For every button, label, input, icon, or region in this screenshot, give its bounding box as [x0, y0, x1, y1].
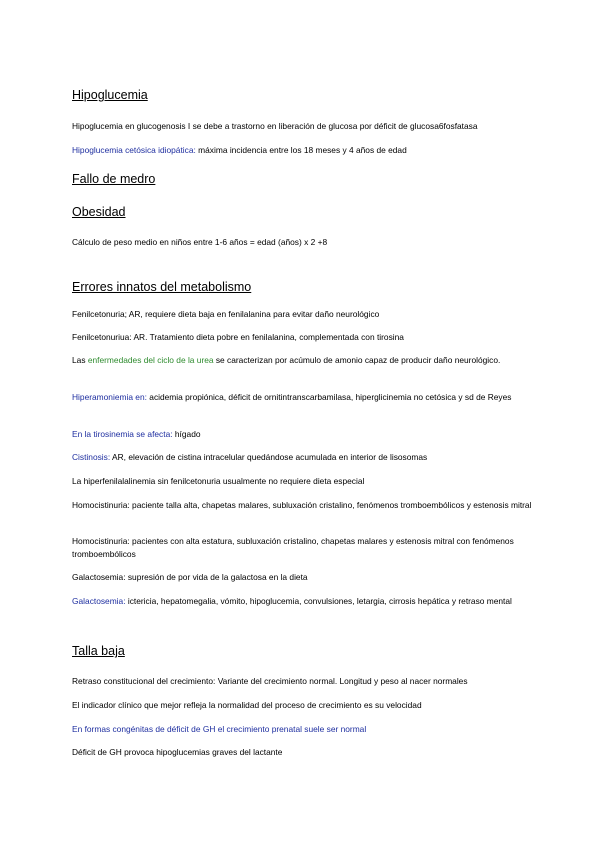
paragraph: Hipoglucemia en glucogenosis I se debe a trastorno en liberación de glucosa por déficit de glucosa6fosfatasa	[72, 121, 478, 131]
heading-hipoglucemia: Hipoglucemia	[72, 88, 148, 102]
paragraph	[72, 354, 532, 367]
paragraph: La hiperfenilalalinemia sin fenilcetonuria usualmente no requiere dieta especial	[72, 476, 365, 486]
highlight-label: enfermedades del ciclo de la urea	[87, 355, 214, 365]
paragraph-text: se caracterizan por acúmulo de amonio capaz de producir daño neurológico.	[213, 355, 501, 365]
paragraph	[72, 428, 532, 441]
highlight-label: Hipoglucemia cetósica idiopática:	[72, 145, 196, 155]
highlight-label: Galactosemia:	[72, 596, 126, 606]
paragraph: En formas congénitas de déficit de GH el crecimiento prenatal suele ser normal	[72, 724, 367, 734]
heading-obesidad: Obesidad	[72, 205, 126, 219]
heading-errores-innatos: Errores innatos del metabolismo	[72, 280, 252, 294]
paragraph: Homocistinuria: paciente talla alta, chapetas malares, subluxación cristalino, fenómenos tromboembólicos y estenosis mitral	[72, 500, 532, 510]
highlight-label: Hiperamoniemia en:	[72, 392, 147, 402]
paragraph-text: acidemia propiónica, déficit de ornitintranscarbamilasa, hiperglicinemia no cetósica y sd de Reyes	[146, 392, 512, 402]
paragraph: Homocistinuria: pacientes con alta estatura, subluxación cristalino, chapetas malares y estenosis mitral con fenómenos tromboembólicos	[72, 536, 514, 559]
highlight-label: Cistinosis:	[72, 452, 111, 462]
paragraph-text: Las	[72, 355, 88, 365]
paragraph	[72, 595, 532, 608]
paragraph-text: hígado	[172, 429, 201, 439]
paragraph	[72, 451, 532, 464]
paragraph-text: ictericia, hepatomegalia, vómito, hipoglucemia, convulsiones, letargia, cirrosis hepática y retraso mental	[125, 596, 512, 606]
paragraph: Fenilcetonuria; AR, requiere dieta baja en fenilalanina para evitar daño neurológico	[72, 309, 380, 319]
paragraph: Fenilcetonuriua: AR. Tratamiento dieta pobre en fenilalanina, complementada con tirosina	[72, 332, 404, 342]
paragraph: Cálculo de peso medio en niños entre 1-6 años = edad (años) x 2 +8	[72, 237, 328, 247]
paragraph-text: máxima incidencia entre los 18 meses y 4 años de edad	[195, 145, 407, 155]
paragraph: Retraso constitucional del crecimiento: Variante del crecimiento normal. Longitud y peso al nacer normales	[72, 676, 468, 686]
paragraph: Galactosemia: supresión de por vida de la galactosa en la dieta	[72, 572, 308, 582]
paragraph	[72, 144, 532, 157]
paragraph: El indicador clínico que mejor refleja la normalidad del proceso de crecimiento es su velocidad	[72, 700, 422, 710]
paragraph: Déficit de GH provoca hipoglucemias graves del lactante	[72, 747, 283, 757]
paragraph	[72, 391, 532, 404]
highlight-label: En la tirosinemia se afecta:	[72, 429, 173, 439]
heading-talla-baja: Talla baja	[72, 644, 125, 658]
paragraph-text: AR, elevación de cistina intracelular quedándose acumulada en interior de lisosomas	[110, 452, 428, 462]
heading-fallo-de-medro: Fallo de medro	[72, 172, 156, 186]
